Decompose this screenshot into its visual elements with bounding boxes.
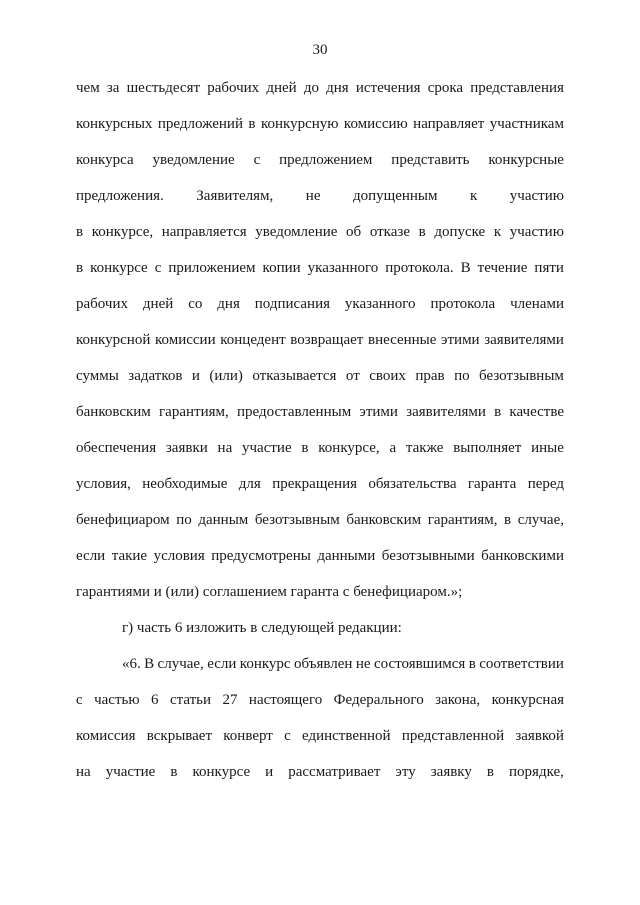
- word: представления: [470, 80, 564, 96]
- word: с: [253, 152, 261, 168]
- word: по: [454, 368, 470, 384]
- word: конкурс: [239, 656, 291, 672]
- word: банковским: [346, 512, 422, 528]
- text-line: [76, 77, 564, 113]
- word: «6.: [122, 656, 141, 672]
- word: перед: [527, 476, 564, 492]
- word: иные: [531, 440, 564, 456]
- word: обязательства: [368, 476, 457, 492]
- word: уведомление: [255, 224, 338, 240]
- word: рабочих: [76, 296, 128, 312]
- word: заявкой: [515, 728, 564, 744]
- word: в: [248, 116, 256, 132]
- word: в: [418, 224, 426, 240]
- word: указанного: [344, 296, 416, 312]
- word: конкурсе,: [91, 224, 154, 240]
- word: настоящего: [248, 692, 323, 708]
- text-line: [76, 293, 564, 329]
- text-line: [76, 437, 564, 473]
- word: конкурсе,: [318, 440, 380, 456]
- word: гаранта: [467, 476, 517, 492]
- word: на: [217, 440, 233, 456]
- word: в: [76, 260, 84, 276]
- text-line: [76, 185, 564, 221]
- word: комиссии: [154, 332, 216, 348]
- text-line: [76, 329, 564, 365]
- word: конкурса: [76, 152, 134, 168]
- word: представленной: [401, 728, 505, 744]
- word: уведомление: [152, 152, 235, 168]
- word: данным: [198, 512, 249, 528]
- word: выполняет: [453, 440, 522, 456]
- word: Федерального: [333, 692, 424, 708]
- word: участникам: [489, 116, 564, 132]
- word: заявителями: [406, 404, 486, 420]
- word: также: [405, 440, 444, 456]
- text-line: [76, 365, 564, 401]
- word: этими: [441, 332, 480, 348]
- word: суммы: [76, 368, 119, 384]
- word: эту: [395, 764, 416, 780]
- word: течение: [477, 260, 528, 276]
- word: состоявшимся: [373, 656, 466, 672]
- word: закона,: [435, 692, 481, 708]
- word: предложения.: [76, 188, 164, 204]
- word: срока: [427, 80, 464, 96]
- word: частью: [94, 692, 140, 708]
- word: Заявителям,: [196, 188, 274, 204]
- word: допущенным: [352, 188, 438, 204]
- word: указанного: [307, 260, 379, 276]
- word: безотзывным: [254, 512, 340, 528]
- word: дней: [266, 80, 297, 96]
- word: чем: [76, 80, 100, 96]
- text-line: [76, 221, 564, 257]
- word: по: [176, 512, 192, 528]
- word: заявку: [430, 764, 472, 780]
- word: участию: [509, 188, 564, 204]
- word: конкурсная: [491, 692, 564, 708]
- word: шестьдесят: [126, 80, 201, 96]
- word: в: [76, 224, 84, 240]
- word: В: [460, 260, 471, 276]
- word: для: [238, 476, 261, 492]
- word: необходимые: [142, 476, 228, 492]
- text-line: [76, 509, 564, 545]
- word: дня: [217, 296, 240, 312]
- word: заявки: [165, 440, 208, 456]
- word: качестве: [509, 404, 564, 420]
- word: конкурсные: [488, 152, 564, 168]
- word: бенефициаром: [76, 512, 170, 528]
- word: комиссия: [76, 728, 136, 744]
- word: с: [154, 260, 162, 276]
- word: а: [389, 440, 397, 456]
- word: в: [494, 404, 502, 420]
- word: со: [188, 296, 203, 312]
- word: представить: [391, 152, 470, 168]
- word: предоставленным: [236, 404, 352, 420]
- word: если: [76, 548, 106, 564]
- word: гарантиям,: [427, 512, 498, 528]
- text-line: [76, 725, 564, 761]
- word: и: [265, 764, 274, 780]
- word: истечения: [355, 80, 421, 96]
- word: безотзывными: [381, 548, 475, 564]
- word: единственной: [301, 728, 391, 744]
- word: подписания: [254, 296, 330, 312]
- word: с: [76, 692, 83, 708]
- text-line: г) часть 6 изложить в следующей редакции:: [122, 620, 402, 636]
- word: прав: [415, 368, 445, 384]
- word: конкурсе: [192, 764, 251, 780]
- word: 27: [222, 692, 238, 708]
- word: случае,: [157, 656, 204, 672]
- word: возвращает: [290, 332, 364, 348]
- word: в: [301, 440, 309, 456]
- word: в: [170, 764, 178, 780]
- word: допуске: [434, 224, 486, 240]
- word: копии: [262, 260, 301, 276]
- text-line: [76, 149, 564, 185]
- word: приложением: [168, 260, 256, 276]
- word: безотзывным: [479, 368, 564, 384]
- word: на: [76, 764, 91, 780]
- text-line: [76, 113, 564, 149]
- word: внесенные: [367, 332, 437, 348]
- word: от: [345, 368, 360, 384]
- word: пяти: [534, 260, 564, 276]
- word: этими: [359, 404, 398, 420]
- word: (или): [209, 368, 243, 384]
- word: если: [207, 656, 237, 672]
- word: участие: [105, 764, 156, 780]
- word: предусмотрены: [211, 548, 311, 564]
- word: задатков: [128, 368, 183, 384]
- word: конкурсе: [90, 260, 148, 276]
- word: обеспечения: [76, 440, 157, 456]
- word: отказе: [369, 224, 410, 240]
- word: комиссию: [343, 116, 408, 132]
- word: не: [305, 188, 321, 204]
- word: предложением: [279, 152, 373, 168]
- word: дней: [142, 296, 174, 312]
- word: статьи: [169, 692, 212, 708]
- word: условия: [153, 548, 205, 564]
- word: порядке,: [509, 764, 564, 780]
- word: в: [468, 656, 476, 672]
- word: случае,: [517, 512, 564, 528]
- word: и: [191, 368, 200, 384]
- word: вскрывает: [146, 728, 213, 744]
- word: к: [469, 188, 478, 204]
- word: в: [486, 764, 494, 780]
- word: в: [504, 512, 512, 528]
- document-body: [76, 77, 564, 797]
- word: к: [493, 224, 502, 240]
- word: такие: [111, 548, 148, 564]
- word: дня: [326, 80, 349, 96]
- word: участию: [509, 224, 564, 240]
- text-line: [76, 653, 564, 689]
- page-number: 30: [312, 42, 328, 58]
- word: концедент: [220, 332, 286, 348]
- word: участие: [242, 440, 292, 456]
- word: об: [346, 224, 362, 240]
- word: протокола.: [385, 260, 454, 276]
- text-line: [76, 257, 564, 293]
- word: гарантиям,: [159, 404, 229, 420]
- text-line: гарантиями и (или) соглашением гаранта с бенефициаром.»;: [76, 584, 463, 600]
- word: направляется: [161, 224, 247, 240]
- word: до: [303, 80, 319, 96]
- word: конкурсной: [76, 332, 151, 348]
- word: своих: [369, 368, 406, 384]
- word: рассматривает: [288, 764, 381, 780]
- word: прекращения: [272, 476, 357, 492]
- word: с: [284, 728, 291, 744]
- word: протокола: [430, 296, 496, 312]
- word: направляет: [413, 116, 485, 132]
- text-line: [76, 761, 564, 797]
- text-line: [76, 689, 564, 725]
- word: конкурсных: [76, 116, 153, 132]
- word: не: [355, 656, 371, 672]
- word: объявлен: [293, 656, 353, 672]
- word: заявителями: [484, 332, 564, 348]
- word: конкурсную: [260, 116, 339, 132]
- word: 6: [151, 692, 159, 708]
- word: конверт: [223, 728, 273, 744]
- word: данными: [317, 548, 376, 564]
- word: условия,: [76, 476, 131, 492]
- word: за: [106, 80, 120, 96]
- word: банковским: [76, 404, 151, 420]
- text-line: [76, 401, 564, 437]
- text-line: [76, 545, 564, 581]
- word: В: [144, 656, 155, 672]
- word: банковскими: [481, 548, 564, 564]
- word: предложений: [157, 116, 243, 132]
- text-line: [76, 473, 564, 509]
- word: членами: [510, 296, 564, 312]
- word: соответствии: [479, 656, 564, 672]
- word: рабочих: [207, 80, 260, 96]
- word: отказывается: [252, 368, 337, 384]
